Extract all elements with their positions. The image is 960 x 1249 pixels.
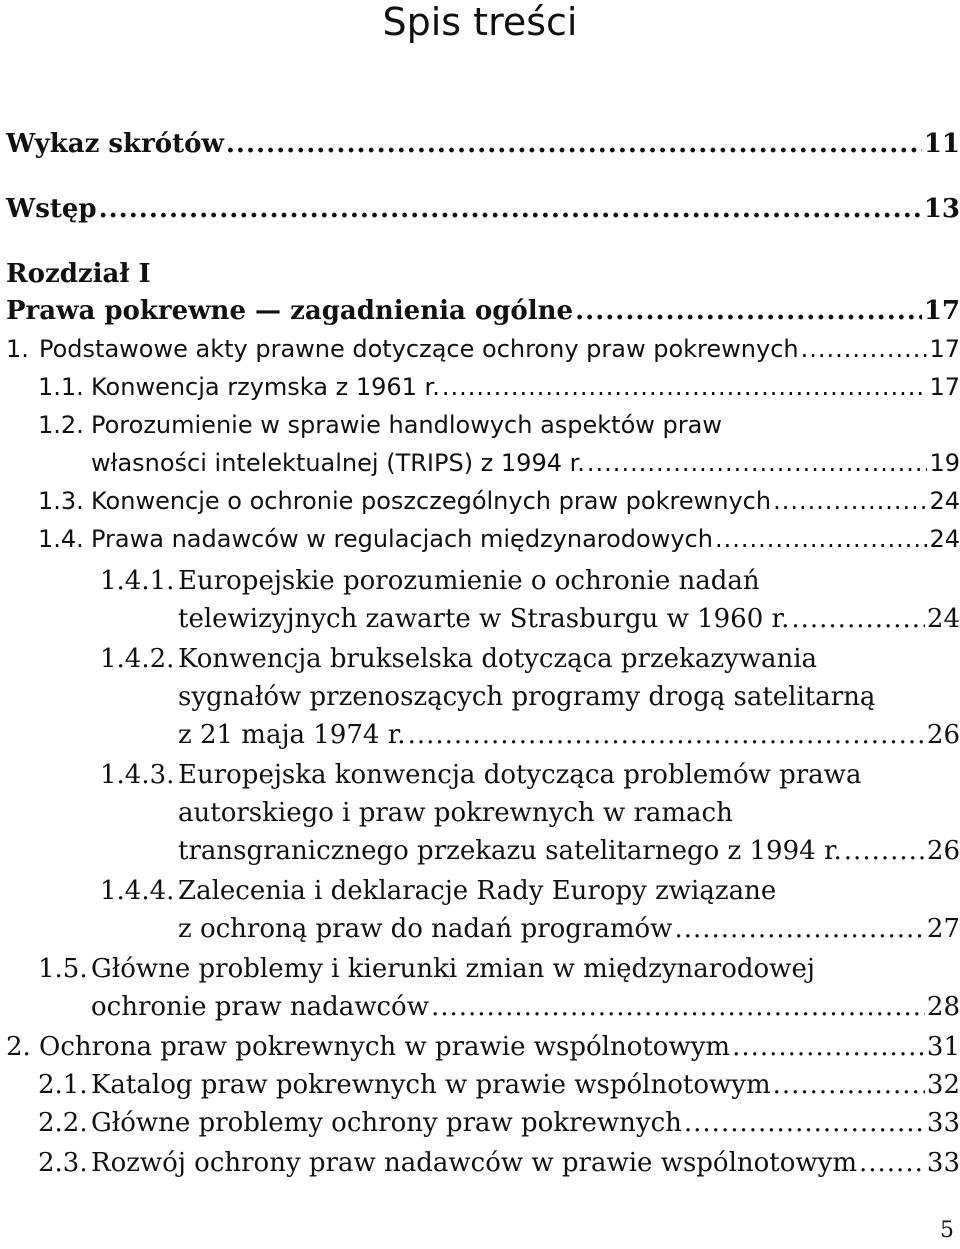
leader-dots [674,911,924,947]
toc-entry-2-1[interactable] [38,1067,960,1103]
toc-entry-label: Rozwój ochrony praw nadawców w prawie wspólnotowym [91,1148,857,1178]
toc-entry-label: ochronie praw nadawców [91,992,429,1022]
leader-dots [773,483,927,519]
leader-dots [715,521,928,557]
toc-entry-label: Konwencja brukselska dotycząca przekazywania [178,644,818,674]
leader-dots [732,1029,925,1065]
toc-entry-label: z 21 maja 1974 r. [178,720,406,750]
leader-dots [801,331,928,367]
toc-entry-number: 1. [6,335,29,363]
toc-entry-number: 1.4.1. [100,566,175,596]
toc-entry-1-4-1[interactable] [100,563,760,599]
leader-dots [791,601,925,637]
toc-entry-chapter-title[interactable] [6,293,960,329]
toc-entry-label: transgranicznego przekazu satelitarnego z 1994 r. [178,836,842,866]
toc-entry-label: Ochrona praw pokrewnych w prawie wspólnotowym [39,1032,731,1062]
toc-entry-number: 1.1. [38,373,84,401]
toc-page-number: 19 [929,449,960,477]
toc-entry-1-2[interactable] [38,407,722,443]
toc-page-number: 28 [926,992,960,1022]
toc-entry-label: Europejskie porozumienie o ochronie nadań [178,566,760,596]
toc-page-number: 11 [923,129,960,159]
toc-entry-number: 2.3. [38,1148,88,1178]
toc-entry-1-4-1-cont[interactable] [178,601,960,637]
toc-entry-2-2[interactable] [38,1105,960,1141]
toc-entry-label: własności intelektualnej (TRIPS) z 1994 r. [91,449,585,477]
toc-entry-label: Europejska konwencja dotycząca problemów prawa [178,760,862,790]
toc-entry-1-4[interactable] [38,521,960,557]
toc-entry-number: 1.3. [38,487,84,515]
toc-entry-number: 1.4.3. [100,760,175,790]
leader-dots [587,445,928,481]
page-number: 5 [940,1218,954,1243]
toc-entry-1-4-3[interactable] [100,757,861,793]
toc-entry-1-5-cont[interactable] [91,989,960,1025]
toc-entry-2[interactable] [6,1029,960,1065]
toc-entry-label: telewizyjnych zawarte w Strasburgu w 1960 r. [178,604,790,634]
toc-entry-label: Porozumienie w sprawie handlowych aspektów praw [91,411,722,439]
leader-dots [442,369,928,405]
leader-dots [226,126,922,162]
toc-entry-1-4-2-cont2[interactable] [178,717,960,753]
toc-page-number: 24 [929,487,960,515]
toc-entry-number: 1.4. [38,525,84,553]
toc-entry-1-1[interactable] [38,369,960,405]
toc-entry-1-5[interactable] [38,951,815,987]
toc-entry-label: Prawa nadawców w regulacjach międzynarodowych [91,525,713,553]
toc-page-number: 26 [926,720,960,750]
toc-page-number: 32 [926,1070,960,1100]
toc-entry-1-4-4[interactable] [100,873,776,909]
toc-entry-label: Główne problemy ochrony praw pokrewnych [91,1108,682,1138]
toc-entry-number: 1.2. [38,411,84,439]
leader-dots [773,1067,925,1103]
leader-dots [99,191,922,227]
toc-entry-label: Prawa pokrewne — zagadnienia ogólne [6,296,574,326]
toc-entry-number: 1.4.2. [100,644,175,674]
toc-entry-label: z ochroną praw do nadań programów [178,914,673,944]
toc-entry-1-2-cont[interactable] [91,445,960,481]
toc-page-number: 31 [926,1032,960,1062]
chapter-heading: Rozdział I [6,259,151,289]
toc-entry-number: 1.4.4. [100,876,175,906]
leader-dots [844,833,925,869]
toc-entry-label: Główne problemy i kierunki zmian w międzynarodowej [91,954,815,984]
toc-entry-wykaz[interactable] [6,126,960,162]
toc-entry-label: Zalecenia i deklaracje Rady Europy związane [178,876,777,906]
toc-entry-1-4-2[interactable] [100,641,817,677]
toc-entry-1[interactable] [6,331,960,367]
toc-entry-number: 1.5. [38,954,88,984]
toc-entry-label: Konwencje o ochronie poszczególnych praw pokrewnych [91,487,772,515]
toc-entry-number: 2.2. [38,1108,88,1138]
leader-dots [408,717,925,753]
toc-page-number: 17 [923,296,960,326]
toc-entry-1-4-3-cont2[interactable] [178,833,960,869]
page-title: Spis treści [382,0,578,44]
toc-page-number: 33 [926,1148,960,1178]
toc-page-number: 17 [929,335,960,363]
toc-entry-1-3[interactable] [38,483,960,519]
toc-page-number: 26 [926,836,960,866]
toc-entry-1-4-2-cont: sygnałów przenoszących programy drogą satelitarną [178,682,876,712]
leader-dots [684,1105,925,1141]
toc-page-number: 33 [926,1108,960,1138]
toc-page-number: 24 [929,525,960,553]
toc-entry-label: Konwencja rzymska z 1961 r. [91,373,440,401]
leader-dots [431,989,925,1025]
toc-entry-label: Katalog praw pokrewnych w prawie wspólnotowym [91,1070,771,1100]
toc-entry-2-3[interactable] [38,1145,960,1181]
toc-entry-label: Wykaz skrótów [6,129,224,159]
toc-entry-label: Podstawowe akty prawne dotyczące ochrony praw pokrewnych [39,335,799,363]
leader-dots [859,1145,925,1181]
toc-page-number: 24 [926,604,960,634]
toc-entry-1-4-3-cont: autorskiego i praw pokrewnych w ramach [178,798,733,828]
toc-page-number: 27 [926,914,960,944]
toc-entry-1-4-4-cont[interactable] [178,911,960,947]
toc-entry-wstep[interactable] [6,191,960,227]
toc-entry-label: Wstęp [6,194,97,224]
leader-dots [575,293,922,329]
toc-entry-number: 2. [6,1032,31,1062]
toc-page-number: 13 [923,194,960,224]
toc-entry-number: 2.1. [38,1070,88,1100]
toc-page-number: 17 [929,373,960,401]
